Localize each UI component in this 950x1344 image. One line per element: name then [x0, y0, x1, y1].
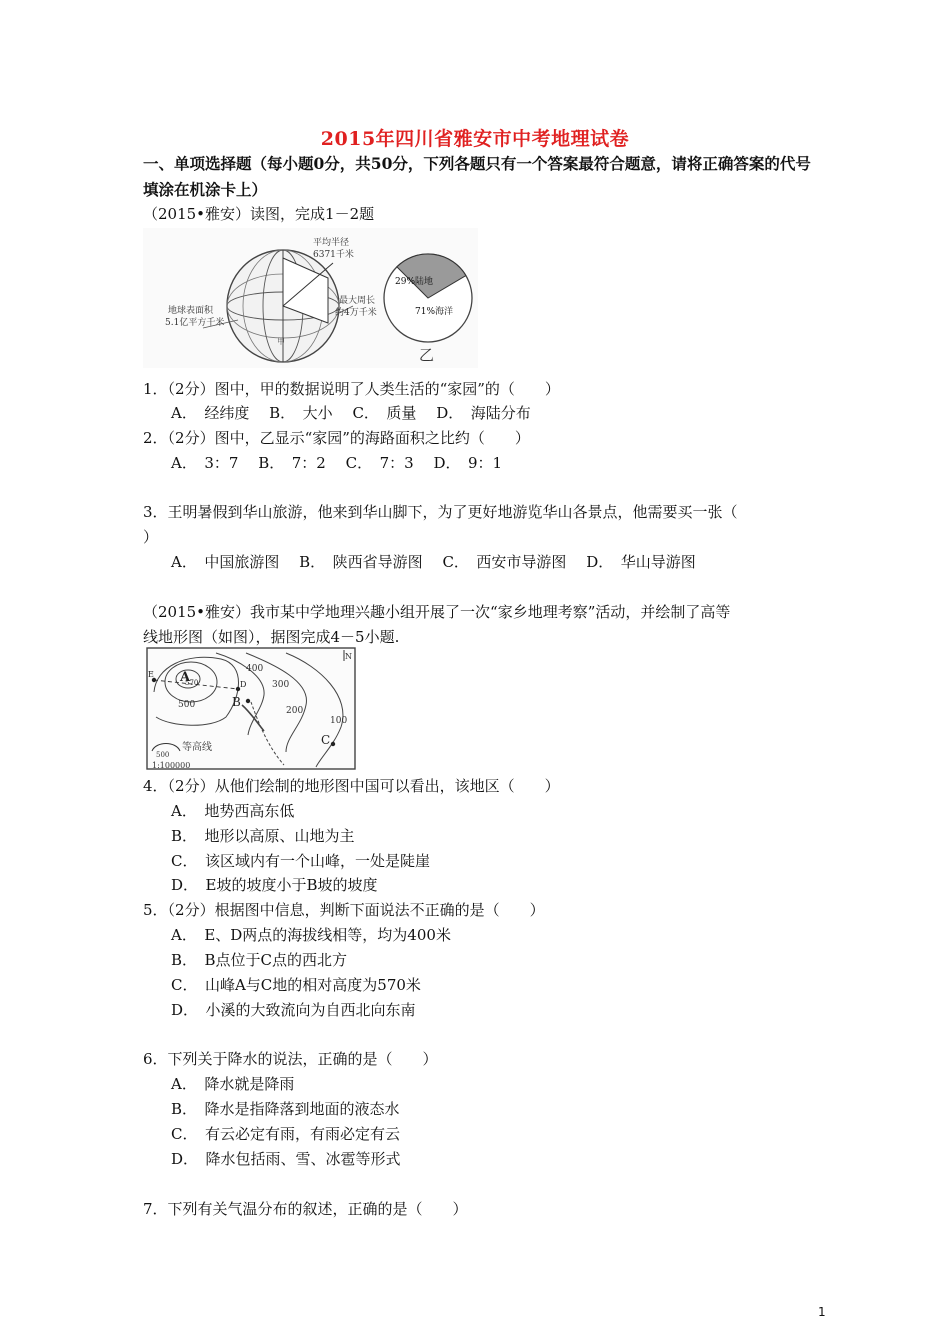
q4-option-b[interactable]: B． 地形以高原、山地为主	[171, 827, 355, 845]
point-c: C	[321, 733, 331, 747]
q2-option-d[interactable]: D． 9：1	[433, 454, 503, 472]
q6-option-d[interactable]: D． 降水包括雨、雪、冰雹等形式	[171, 1150, 401, 1168]
map-scale: 1:100000	[152, 761, 191, 770]
q5-option-a[interactable]: A． E、D两点的海拔线相等，均为400米	[171, 926, 451, 944]
question-3-stem-cont: ）	[143, 528, 159, 546]
legend-text: 等高线	[182, 742, 212, 753]
contour-map-figure	[146, 647, 356, 770]
globe-pie-figure	[143, 228, 478, 368]
globe-top-label-2: 6371千米	[313, 250, 354, 260]
q5-option-b[interactable]: B． B点位于C点的西北方	[171, 951, 348, 969]
q3-option-d[interactable]: D． 华山导游图	[586, 553, 696, 571]
intro-text-2-cont: 线地形图（如图），据图完成4－5小题.	[143, 628, 400, 646]
question-4-stem: 4．（2分）从他们绘制的地形图中国可以看出，该地区（ ）	[143, 777, 560, 795]
question-1-options	[171, 402, 531, 424]
point-b: B	[232, 695, 241, 709]
q1-option-a[interactable]: A． 经纬度	[171, 404, 250, 422]
globe-caption: 甲	[277, 337, 285, 346]
q5-option-c[interactable]: C． 山峰A与C地的相对高度为570米	[171, 976, 421, 994]
question-6-stem: 6．下列关于降水的说法，正确的是（ ）	[143, 1050, 438, 1068]
q1-option-d[interactable]: D． 海陆分布	[436, 404, 531, 422]
globe-top-label-1: 平均半径	[313, 238, 350, 248]
contour-300: 300	[272, 680, 290, 690]
north-arrow-label: N	[345, 652, 352, 661]
q1-option-b[interactable]: B． 大小	[269, 404, 333, 422]
section-heading: 一、单项选择题（每小题0分，共50分，下列各题只有一个答案最符合题意，请将正确答案的代号填涂在机涂卡上）	[143, 154, 811, 199]
page-title: 2015年四川省雅安市中考地理试卷	[320, 128, 630, 150]
legend-value: 500	[156, 751, 170, 759]
pie-diagram	[384, 254, 472, 342]
question-3-options	[171, 551, 696, 573]
point-e: E	[148, 670, 154, 679]
q6-option-c[interactable]: C． 有云必定有雨，有雨必定有云	[171, 1125, 400, 1143]
pie-ocean-label: 71%海洋	[415, 307, 454, 317]
pie-land-label: 29%陆地	[395, 277, 434, 287]
contour-500: 500	[178, 700, 196, 710]
question-1-stem: 1．（2分）图中，甲的数据说明了人类生活的“家园”的（ ）	[143, 380, 560, 398]
q4-option-a[interactable]: A． 地势西高东低	[171, 802, 295, 820]
q3-option-b[interactable]: B． 陕西省导游图	[299, 553, 423, 571]
q2-option-a[interactable]: A． 3：7	[171, 454, 239, 472]
globe-left-label-2: 5.1亿平方千米	[165, 318, 225, 328]
pie-caption: 乙	[419, 346, 435, 364]
point-d: D	[240, 680, 247, 689]
q3-option-a[interactable]: A． 中国旅游图	[171, 553, 280, 571]
intro-text-2: （2015•雅安）我市某中学地理兴趣小组开展了一次“家乡地理考察”活动，并绘制了高等	[143, 603, 731, 621]
question-3-stem: 3．王明暑假到华山旅游，他来到华山脚下，为了更好地游览华山各景点，他需要买一张（	[143, 503, 738, 521]
contour-570: 570	[185, 679, 199, 687]
q4-option-c[interactable]: C． 该区域内有一个山峰，一处是陡崖	[171, 852, 430, 870]
q3-option-c[interactable]: C． 西安市导游图	[442, 553, 567, 571]
question-5-stem: 5．（2分）根据图中信息，判断下面说法不正确的是（ ）	[143, 901, 545, 919]
q1-option-c[interactable]: C． 质量	[352, 404, 417, 422]
q2-option-c[interactable]: C． 7：3	[345, 454, 414, 472]
globe-right-label-1: 最大周长	[339, 296, 376, 306]
contour-200: 200	[286, 706, 304, 716]
question-2-stem: 2．（2分）图中，乙显示“家园”的海路面积之比约（ ）	[143, 429, 530, 447]
page-number: 1	[818, 1305, 826, 1319]
question-2-options	[171, 452, 502, 474]
q5-option-d[interactable]: D． 小溪的大致流向为自西北向东南	[171, 1001, 416, 1019]
contour-400: 400	[246, 664, 264, 674]
contour-100: 100	[330, 716, 348, 726]
globe-left-label-1: 地球表面积	[168, 306, 214, 316]
q6-option-b[interactable]: B． 降水是指降落到地面的液态水	[171, 1100, 400, 1118]
intro-text: （2015•雅安）读图，完成1－2题	[143, 205, 375, 223]
q6-option-a[interactable]: A． 降水就是降雨	[171, 1075, 295, 1093]
q4-option-d[interactable]: D． E坡的坡度小于B坡的坡度	[171, 876, 378, 894]
q2-option-b[interactable]: B． 7：2	[258, 454, 326, 472]
question-7-stem: 7．下列有关气温分布的叙述，正确的是（ ）	[143, 1200, 468, 1218]
globe-right-label-2: 约4万千米	[335, 308, 377, 318]
point-a: A	[180, 670, 191, 685]
